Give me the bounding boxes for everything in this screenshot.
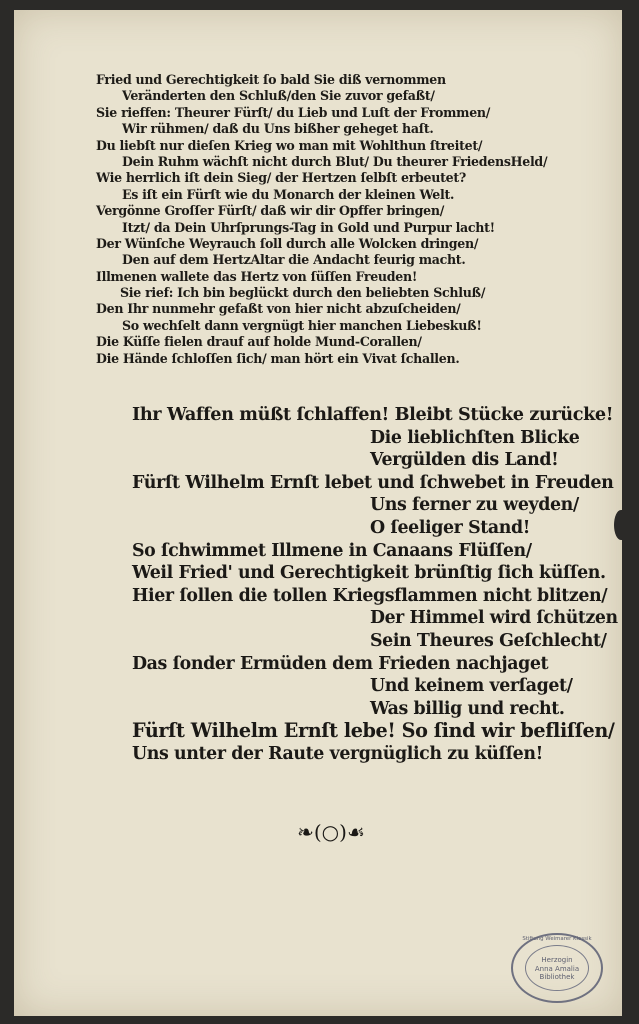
verse-line: Den auf dem HertzAltar die Andacht feurig macht. — [122, 252, 466, 268]
stamp-text — [513, 956, 601, 982]
verse-line: Das ſonder Ermüden dem Frieden nachjaget — [132, 653, 549, 674]
verse-line: Und keinem verſaget/ — [370, 676, 573, 697]
verse-line: Den Ihr nunmehr gefaßt von hier nicht abzuſcheiden/ — [96, 301, 461, 317]
verse-line: Wir rühmen/ daß du Uns bißher geheget haſt. — [122, 121, 434, 137]
verse-line: Was billig und recht. — [370, 698, 565, 719]
verse-line: Die lieblichſten Blicke — [370, 427, 580, 448]
verse-line: Du liebſt nur dieſen Krieg wo man mit Wohlthun ſtreitet/ — [96, 137, 483, 153]
stamp-line: Bibliothek — [539, 973, 575, 981]
verse-line: Illmenen wallete das Hertz von ſüſſen Freuden! — [96, 268, 418, 284]
verse-line: Der Wünſche Weyrauch ſoll durch alle Wolcken dringen/ — [96, 235, 479, 251]
verse-line: Sie rieffen: Theurer Fürſt/ du Lieb und Luſt der Frommen/ — [96, 104, 491, 120]
verse-line: Vergülden dis Land! — [370, 450, 559, 471]
verse-line: Fried und Gerechtigkeit ſo bald Sie diß vernommen — [96, 72, 446, 87]
verse-line: Fürſt Wilhelm Ernſt lebet und ſchwebet in Freuden — [132, 472, 614, 493]
verse-line: Hier ſollen die tollen Kriegsflammen nicht blitzen/ — [132, 585, 608, 606]
verse-line: Weil Fried' und Gerechtigkeit brünſtig ſich küſſen. — [132, 563, 606, 584]
verse-line: Ihr Waffen müßt ſchlaffen! Bleibt Stücke zurücke! — [132, 404, 614, 425]
verse-line: Die Küſſe fielen drauf auf holde Mund-Corallen/ — [96, 334, 422, 350]
poem-section-small — [96, 72, 566, 367]
verse-line: Wie herrlich iſt dein Sieg/ der Hertzen ſelbſt erbeutet? — [96, 170, 466, 186]
verse-line: Veränderten den Schluß/den Sie zuvor gefaßt/ — [122, 88, 435, 104]
poem-section-large — [132, 404, 618, 766]
ornament-vignette: ❧(○)☙ — [297, 820, 365, 844]
document-page — [14, 10, 622, 1016]
verse-line: Dein Ruhm wächſt nicht durch Blut/ Du theurer FriedensHeld/ — [122, 153, 548, 169]
verse-line: Uns ferner zu weyden/ — [370, 495, 579, 516]
verse-line: Die Hände ſchloſſen ſich/ man hört ein Vivat ſchallen. — [96, 350, 460, 366]
verse-line: Vergönne Groſſer Fürſt/ daß wir dir Opffer bringen/ — [96, 203, 445, 219]
library-stamp — [511, 933, 603, 1003]
verse-line: Fürſt Wilhelm Ernſt lebe! So ſind wir befliſſen/ — [132, 719, 615, 743]
verse-line: So wechſelt dann vergnügt hier manchen Liebeskuß! — [122, 317, 482, 333]
verse-line: Sie rief: Ich bin beglückt durch den beliebten Schluß/ — [120, 285, 486, 301]
verse-line: Es iſt ein Fürſt wie du Monarch der kleinen Welt. — [122, 186, 455, 202]
verse-line: So ſchwimmet Illmene in Canaans Flüſſen/ — [132, 540, 532, 561]
verse-line: Der Himmel wird ſchützen — [370, 608, 618, 629]
verse-line: Itzt/ da Dein Uhrſprungs-Tag in Gold und Purpur lacht! — [122, 219, 495, 235]
verse-line: O ſeeliger Stand! — [370, 517, 530, 538]
verse-line: Sein Theures Geſchlecht/ — [370, 630, 607, 651]
stamp-line: Anna Amalia — [534, 964, 580, 973]
stamp-ring-text: Stiftung Weimarer Klassik — [522, 936, 592, 942]
stamp-line: Herzogin — [541, 956, 573, 964]
verse-line: Uns unter der Raute vergnüglich zu küſſen! — [132, 743, 543, 764]
